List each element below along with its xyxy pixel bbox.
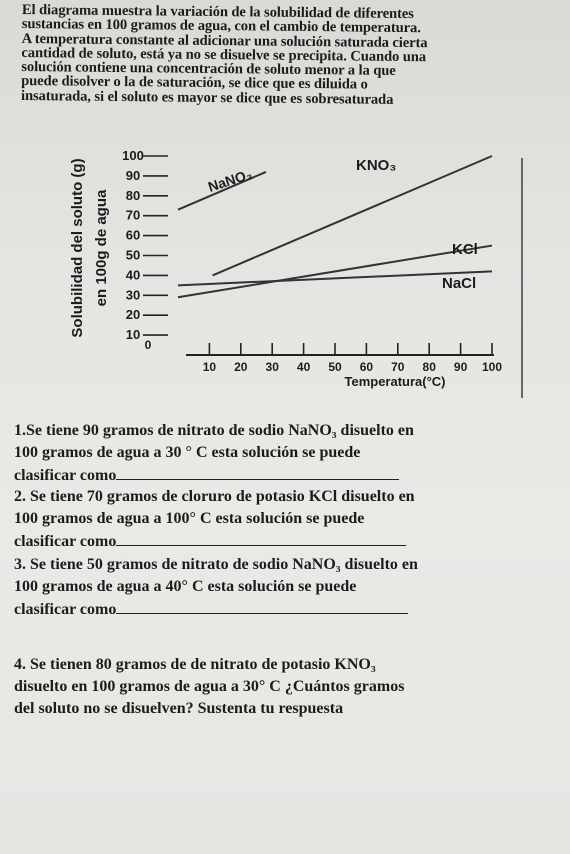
y-tick-label: 0 [144,338,152,352]
x-tick-label: 70 [391,360,405,374]
question-4-line: disuelto en 100 gramos de agua a 30° C ¿Cuántos gramos [14,678,405,695]
x-tick-label: 50 [328,360,342,374]
series-line-2 [213,156,492,275]
answer-blank-2[interactable] [116,530,406,546]
question-3-line: 3. Se tiene 50 gramos de nitrato de sodio NaNO₃ disuelto en [14,556,418,573]
question-2-lead: clasificar como [14,533,117,550]
intro-line: cantidad de soluto, está ya no se disuelve se precipita. Cuando una [21,44,427,66]
x-tick-label: 80 [422,360,436,374]
question-4 [14,654,559,720]
question-1-line: 1.Se tiene 90 gramos de nitrato de sodio NaNO₃ disuelto en [14,422,414,439]
x-tick-label: 60 [359,360,374,374]
y-tick-label: 40 [125,267,141,283]
question-3-line: 100 gramos de agua a 40° C esta solución se puede [14,578,357,595]
y-tick-label: 80 [125,187,141,203]
series-label-2: KNO₃ [356,157,397,174]
y-axis-label: en 100g de agua [93,189,110,307]
series-label-1: NaNO₃ [205,165,255,195]
y-axis-label: Solubilidad del soluto (g) [69,158,86,338]
y-tick-label: 50 [125,247,141,263]
intro-line: insaturada, si el soluto es mayor se dice que es sobresaturada [20,87,394,108]
question-2-line: 100 gramos de agua a 100° C esta solución se puede [14,510,365,527]
series-label-3: KCl [452,241,478,258]
intro-paragraph [21,3,532,108]
x-axis-label: Temperatura(°C) [344,374,446,389]
y-tick-label: 20 [125,307,141,323]
x-tick-label: 40 [296,360,311,374]
y-tick-label: 70 [125,207,141,223]
intro-line: A temperatura constante al adicionar una solución saturada cierta [21,30,428,51]
answer-blank-3[interactable] [116,598,408,614]
question-1-lead: clasificar como [14,467,117,484]
intro-line: puede disolver o la de saturación, se dice que es diluida o [21,73,368,94]
y-tick-label: 90 [125,167,141,183]
answer-blank-1[interactable] [116,464,399,480]
question-1 [14,420,559,487]
x-tick-label: 30 [265,360,279,374]
x-tick-label: 10 [202,360,217,374]
intro-line: sustancias en 100 gramos de agua, con el cambio de temperatura. [21,16,421,37]
y-tick-label: 10 [125,327,141,343]
question-2 [14,486,559,553]
x-tick-label: 90 [453,360,468,374]
y-tick-label: 100 [122,148,144,163]
series-label-4: NaCl [442,275,477,292]
intro-line: El diagrama muestra la variación de la solubilidad de diferentes [21,2,414,23]
question-4-line: del soluto no se disuelven? Sustenta tu respuesta [14,700,344,717]
question-2-line: 2. Se tiene 70 gramos de cloruro de potasio KCl disuelto en [14,488,415,505]
question-3 [14,554,559,621]
x-tick-label: 20 [234,360,248,374]
y-tick-label: 30 [125,287,141,303]
intro-line: solución contiene una concentración de soluto menor a la que [21,59,396,80]
y-tick-label: 60 [125,227,141,243]
chart-plot [69,148,522,398]
question-4-line: 4. Se tienen 80 gramos de de nitrato de potasio KNO₃ [14,656,376,673]
question-1-line: 100 gramos de agua a 30 ° C esta solución se puede [14,444,361,461]
question-3-lead: clasificar como [14,601,117,618]
solubility-chart [60,138,530,400]
x-tick-label: 100 [481,360,503,374]
